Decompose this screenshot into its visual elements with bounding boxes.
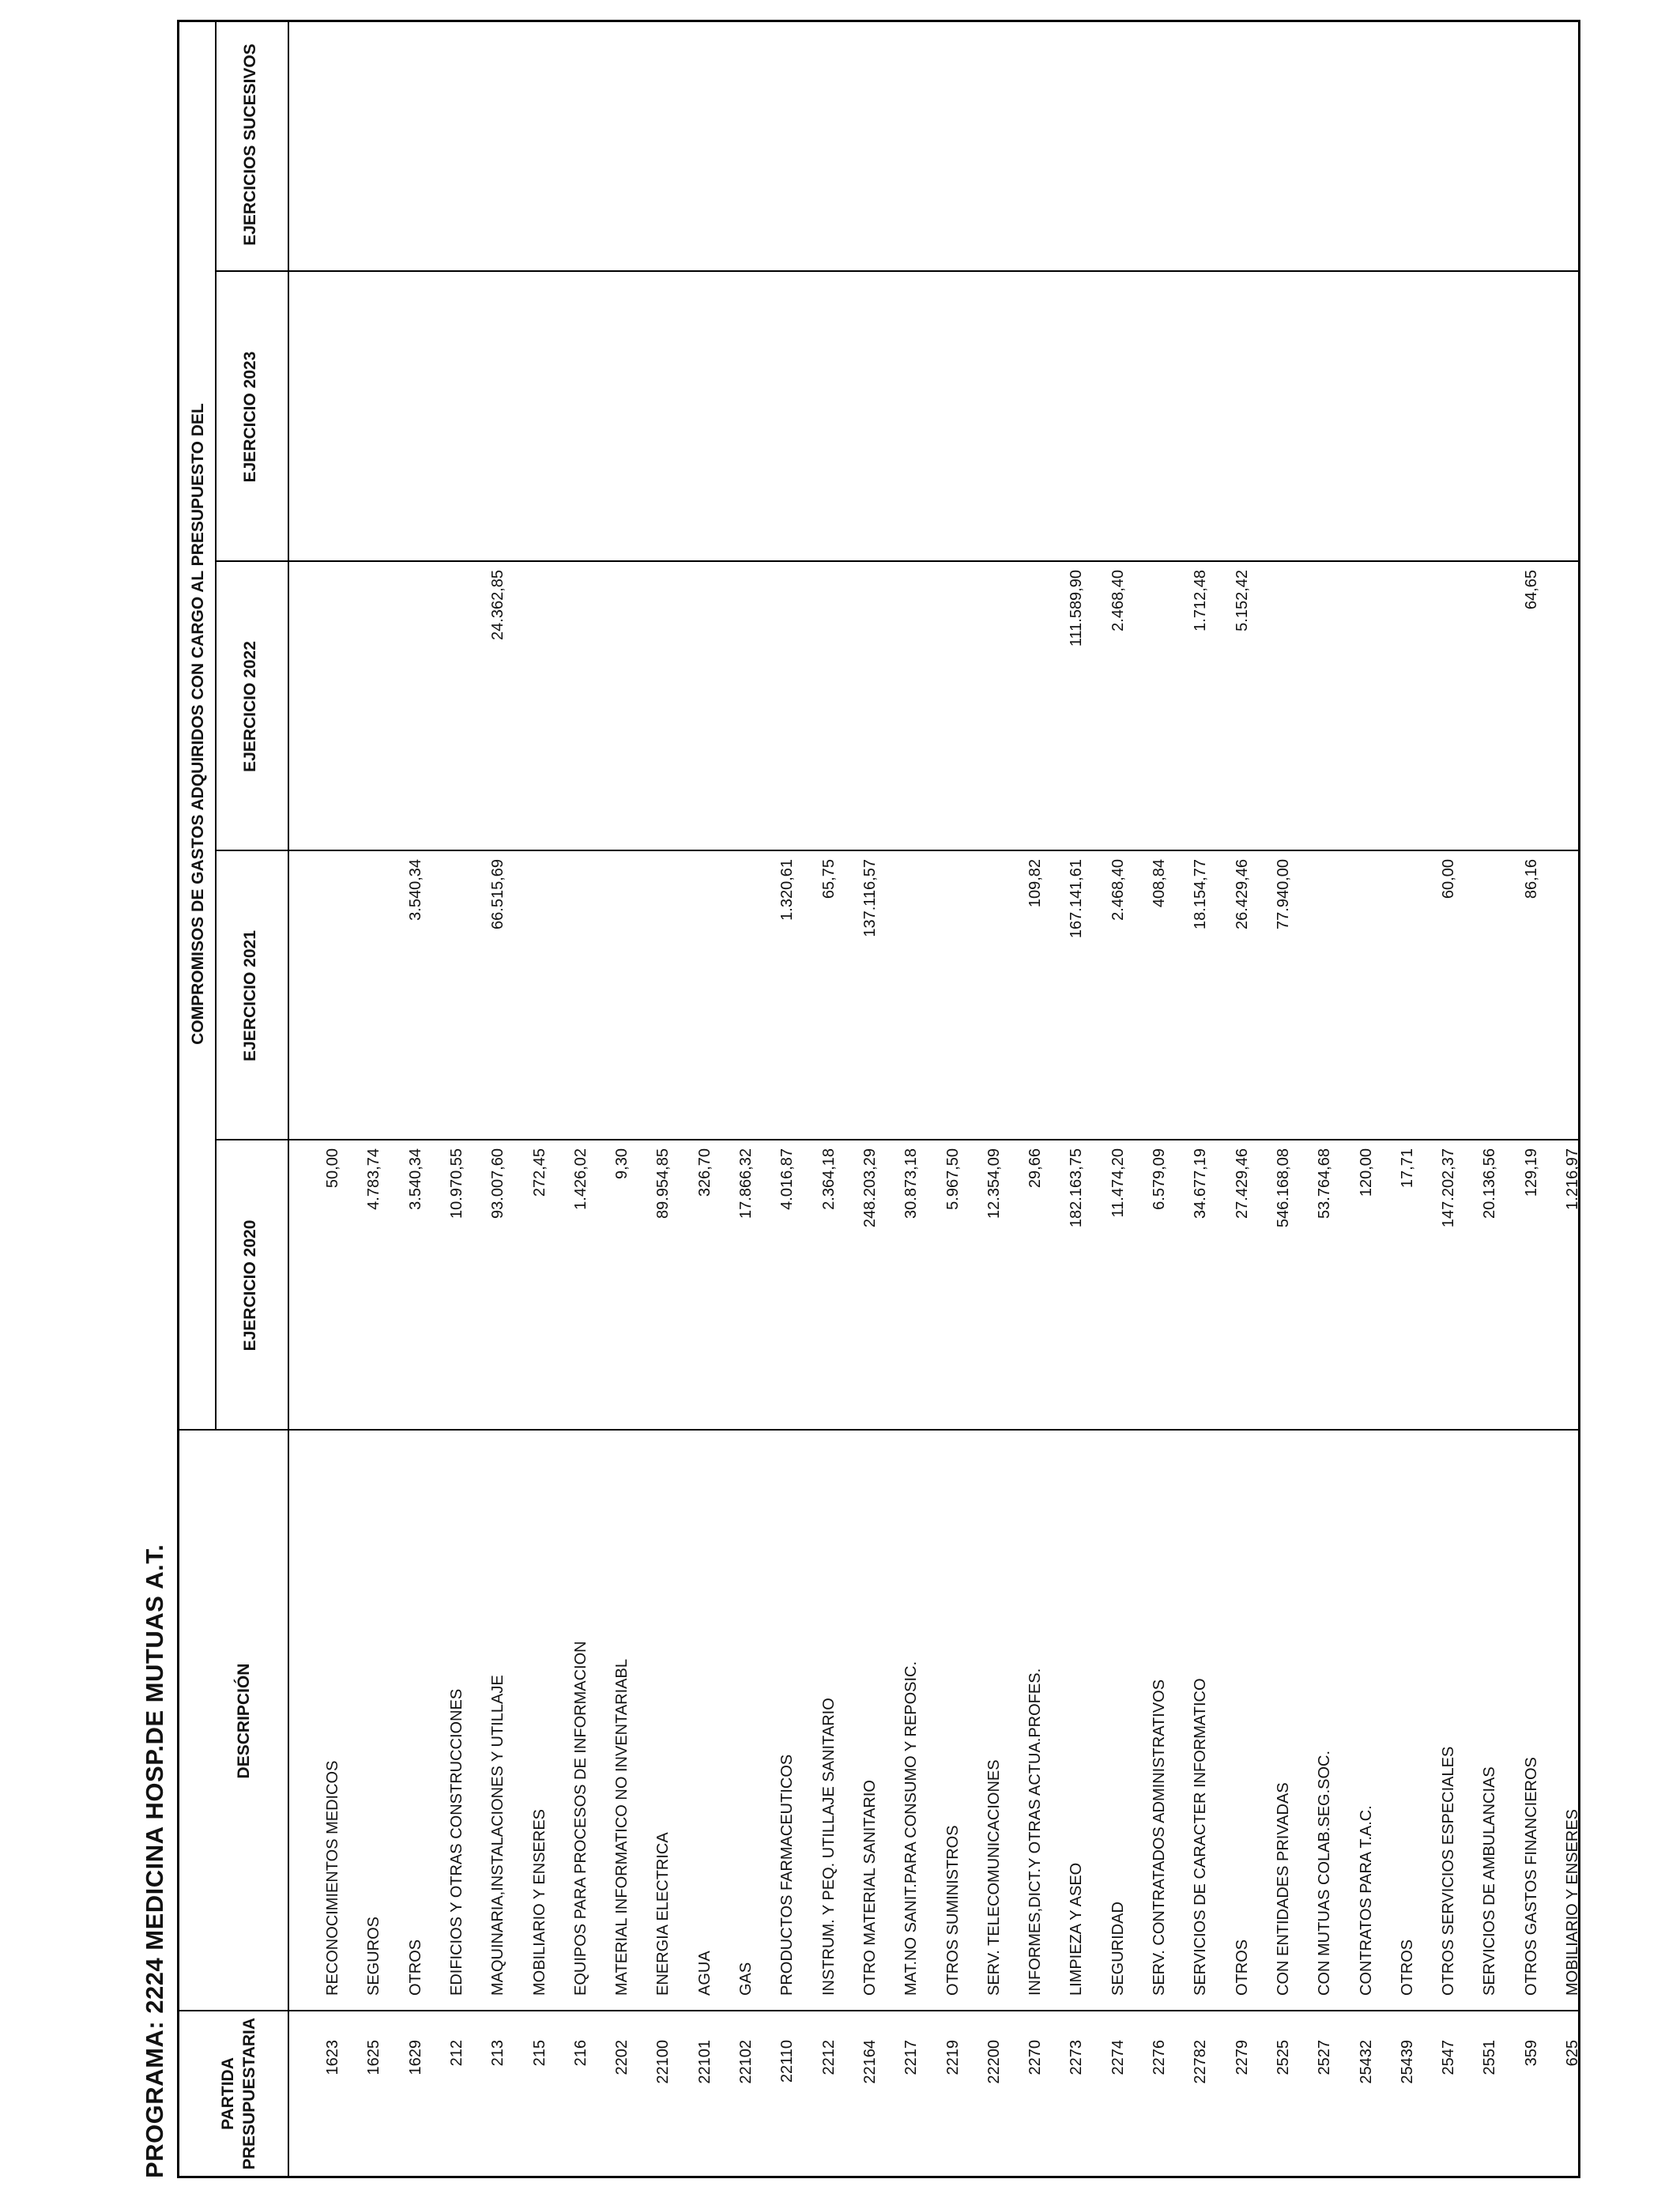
cell-2020: 2.364,18 bbox=[819, 1148, 838, 1210]
cell-descripcion: GAS bbox=[737, 1962, 755, 1996]
cell-partida: 22782 bbox=[1192, 2040, 1210, 2084]
cell-2023 bbox=[767, 280, 808, 562]
cell-2021: 167.141,61 bbox=[1068, 859, 1086, 939]
cell-2023 bbox=[1346, 280, 1387, 562]
table-row bbox=[1511, 17, 1552, 2176]
cell-2020: 93.007,60 bbox=[489, 1148, 507, 1219]
cell-2021: 137.116,57 bbox=[861, 859, 879, 937]
cell-2021: 60,00 bbox=[1440, 859, 1458, 899]
cell-partida: 25439 bbox=[1398, 2040, 1416, 2084]
cell-partida: 2270 bbox=[1026, 2040, 1045, 2075]
cell-2021: 66.515,69 bbox=[489, 859, 507, 929]
cell-2021 bbox=[436, 859, 477, 1140]
cell-2023 bbox=[1056, 280, 1097, 562]
cell-2020: 11.474,20 bbox=[1109, 1148, 1127, 1218]
cell-sucesivos bbox=[932, 25, 974, 272]
table-row bbox=[1180, 17, 1221, 2176]
cell-2020: 50,00 bbox=[324, 1148, 341, 1189]
cell-sucesivos bbox=[560, 25, 601, 272]
cell-2020: 5.967,50 bbox=[944, 1148, 962, 1210]
cell-partida: 22200 bbox=[985, 2040, 1003, 2084]
cell-2022: 64,65 bbox=[1522, 570, 1540, 610]
cell-2022 bbox=[436, 570, 477, 851]
cell-2022 bbox=[1552, 570, 1593, 851]
table-row bbox=[1015, 17, 1056, 2176]
cell-2021 bbox=[684, 859, 725, 1140]
cell-2021 bbox=[1304, 859, 1345, 1140]
cell-sucesivos bbox=[312, 25, 353, 272]
cell-2020: 53.764,68 bbox=[1316, 1148, 1334, 1219]
cell-descripcion: MAT.NO SANIT.PARA CONSUMO Y REPOSIC. bbox=[902, 1661, 921, 1996]
cell-descripcion: MOBILIARIO Y ENSERES bbox=[1564, 1808, 1581, 1996]
cell-2021 bbox=[519, 859, 560, 1140]
cell-2021 bbox=[725, 859, 767, 1140]
table-row bbox=[1428, 17, 1469, 2176]
cell-2021: 2.468,40 bbox=[1109, 859, 1127, 921]
cell-2020: 27.429,46 bbox=[1233, 1148, 1251, 1219]
cell-partida: 22100 bbox=[654, 2040, 672, 2084]
cell-2021: 408,84 bbox=[1151, 859, 1168, 908]
cell-2022 bbox=[1428, 570, 1469, 851]
table-row bbox=[436, 17, 477, 2176]
cell-2020: 129,19 bbox=[1522, 1148, 1540, 1197]
cell-descripcion: OTROS GASTOS FINANCIEROS bbox=[1522, 1757, 1540, 1996]
header-group: COMPROMISOS DE GASTOS ADQUIRIDOS CON CARGO AL PRESUPUESTO DEL bbox=[189, 403, 207, 1045]
cell-2020: 17.866,32 bbox=[737, 1148, 755, 1219]
cell-partida: 25432 bbox=[1357, 2040, 1375, 2084]
cell-2021: 1.320,61 bbox=[778, 859, 797, 921]
cell-2021 bbox=[1346, 859, 1387, 1140]
cell-2022 bbox=[1263, 570, 1304, 851]
table-row bbox=[684, 17, 725, 2176]
cell-2022 bbox=[1387, 570, 1428, 851]
cell-sucesivos bbox=[1222, 25, 1263, 272]
cell-2023 bbox=[1511, 280, 1552, 562]
cell-partida: 2219 bbox=[944, 2040, 962, 2075]
cell-2023 bbox=[560, 280, 601, 562]
table-row bbox=[601, 17, 642, 2176]
cell-2023 bbox=[1015, 280, 1056, 562]
cell-2023 bbox=[1469, 280, 1510, 562]
table-row bbox=[642, 17, 684, 2176]
cell-2020: 30.873,18 bbox=[902, 1148, 921, 1219]
cell-2023 bbox=[519, 280, 560, 562]
header-sucesivos: EJERCICIOS SUCESIVOS bbox=[241, 43, 259, 246]
cell-2020: 272,45 bbox=[530, 1148, 548, 1197]
cell-2023 bbox=[974, 280, 1015, 562]
cell-partida: 22101 bbox=[695, 2040, 714, 2084]
table-row bbox=[395, 17, 436, 2176]
cell-2021 bbox=[642, 859, 684, 1140]
cell-2021: 26.429,46 bbox=[1233, 859, 1251, 929]
cell-partida: 2276 bbox=[1151, 2040, 1168, 2075]
cell-sucesivos bbox=[725, 25, 767, 272]
cell-2021: 18.154,77 bbox=[1192, 859, 1210, 929]
cell-sucesivos bbox=[1387, 25, 1428, 272]
cell-descripcion: INFORMES,DICT.Y OTRAS ACTUA.PROFES. bbox=[1026, 1668, 1045, 1996]
cell-descripcion: MAQUINARIA,INSTALACIONES Y UTILLAJE bbox=[489, 1675, 507, 1996]
table-row bbox=[1387, 17, 1428, 2176]
cell-2020: 147.202,37 bbox=[1440, 1148, 1458, 1228]
cell-descripcion: PRODUCTOS FARMACEUTICOS bbox=[778, 1754, 797, 1996]
cell-2022 bbox=[560, 570, 601, 851]
cell-descripcion: OTROS SERVICIOS ESPECIALES bbox=[1440, 1746, 1458, 1996]
cell-sucesivos bbox=[974, 25, 1015, 272]
cell-partida: 213 bbox=[489, 2040, 507, 2067]
cell-sucesivos bbox=[1180, 25, 1221, 272]
cell-2022 bbox=[353, 570, 394, 851]
cell-2020: 326,70 bbox=[695, 1148, 714, 1197]
cell-2023 bbox=[932, 280, 974, 562]
cell-2021 bbox=[1387, 859, 1428, 1140]
cell-2022: 111.589,90 bbox=[1068, 570, 1086, 647]
cell-partida: 22102 bbox=[737, 2040, 755, 2084]
cell-2020: 1.216,97 bbox=[1564, 1148, 1581, 1210]
cell-sucesivos bbox=[1098, 25, 1139, 272]
cell-sucesivos bbox=[395, 25, 436, 272]
cell-2022 bbox=[725, 570, 767, 851]
cell-sucesivos bbox=[1346, 25, 1387, 272]
cell-2020: 12.354,09 bbox=[985, 1148, 1003, 1219]
cell-2022 bbox=[601, 570, 642, 851]
cell-2020: 89.954,85 bbox=[654, 1148, 672, 1219]
cell-2020: 4.783,74 bbox=[365, 1148, 383, 1210]
header-2020: EJERCICIO 2020 bbox=[241, 1220, 259, 1351]
cell-2022: 1.712,48 bbox=[1192, 570, 1210, 631]
cell-2023 bbox=[1428, 280, 1469, 562]
cell-descripcion: EDIFICIOS Y OTRAS CONSTRUCCIONES bbox=[447, 1688, 465, 1996]
cell-2021: 77.940,00 bbox=[1274, 859, 1292, 929]
cell-descripcion: OTROS SUMINISTROS bbox=[944, 1825, 962, 1996]
cell-2022 bbox=[1304, 570, 1345, 851]
cell-2022 bbox=[395, 570, 436, 851]
cell-2020: 29,66 bbox=[1026, 1148, 1045, 1189]
table-row bbox=[932, 17, 974, 2176]
cell-sucesivos bbox=[808, 25, 849, 272]
cell-2021 bbox=[1469, 859, 1510, 1140]
cell-partida: 2217 bbox=[902, 2040, 921, 2075]
cell-descripcion: AGUA bbox=[695, 1951, 714, 1996]
cell-partida: 212 bbox=[447, 2040, 465, 2067]
cell-2020: 10.970,55 bbox=[447, 1148, 465, 1219]
cell-sucesivos bbox=[767, 25, 808, 272]
cell-2022 bbox=[1346, 570, 1387, 851]
cell-2023 bbox=[477, 280, 518, 562]
header-divider bbox=[215, 22, 217, 1431]
header-descripcion: DESCRIPCIÓN bbox=[235, 1663, 253, 1779]
cell-2022 bbox=[519, 570, 560, 851]
cell-sucesivos bbox=[477, 25, 518, 272]
cell-2023 bbox=[642, 280, 684, 562]
cell-descripcion: CON MUTUAS COLAB.SEG.SOC. bbox=[1316, 1750, 1334, 1996]
cell-2020: 1.426,02 bbox=[571, 1148, 590, 1210]
header-2021: EJERCICIO 2021 bbox=[241, 930, 259, 1061]
cell-2021: 3.540,34 bbox=[406, 859, 424, 921]
table-row bbox=[1304, 17, 1345, 2176]
cell-2023 bbox=[1180, 280, 1221, 562]
cell-2021 bbox=[974, 859, 1015, 1140]
cell-2022: 2.468,40 bbox=[1109, 570, 1127, 631]
cell-2023 bbox=[353, 280, 394, 562]
cell-2021 bbox=[560, 859, 601, 1140]
cell-2023 bbox=[1222, 280, 1263, 562]
header-2022: EJERCICIO 2022 bbox=[241, 641, 259, 772]
cell-2023 bbox=[1387, 280, 1428, 562]
table-row bbox=[1222, 17, 1263, 2176]
cell-descripcion: ENERGIA ELECTRICA bbox=[654, 1832, 672, 1996]
cell-2021: 109,82 bbox=[1026, 859, 1045, 908]
cell-partida: 1623 bbox=[324, 2040, 341, 2075]
cell-descripcion: OTRO MATERIAL SANITARIO bbox=[861, 1780, 879, 1996]
cell-sucesivos bbox=[1139, 25, 1180, 272]
cell-descripcion: RECONOCIMIENTOS MEDICOS bbox=[324, 1760, 341, 1996]
cell-partida: 2527 bbox=[1316, 2040, 1334, 2075]
table-row bbox=[1098, 17, 1139, 2176]
cell-2022 bbox=[1139, 570, 1180, 851]
header-divider bbox=[288, 22, 289, 2176]
cell-descripcion: SERVICIOS DE CARACTER INFORMATICO bbox=[1192, 1678, 1210, 1996]
cell-partida: 2274 bbox=[1109, 2040, 1127, 2075]
table-row bbox=[560, 17, 601, 2176]
cell-2022 bbox=[642, 570, 684, 851]
cell-2023 bbox=[312, 280, 353, 562]
cell-2022 bbox=[974, 570, 1015, 851]
table-row bbox=[808, 17, 849, 2176]
cell-2023 bbox=[1098, 280, 1139, 562]
cell-2023 bbox=[1139, 280, 1180, 562]
cell-2020: 34.677,19 bbox=[1192, 1148, 1210, 1219]
cell-sucesivos bbox=[353, 25, 394, 272]
table-row bbox=[891, 17, 932, 2176]
cell-partida: 2547 bbox=[1440, 2040, 1458, 2075]
cell-descripcion: OTROS bbox=[1233, 1939, 1251, 1996]
table-row bbox=[767, 17, 808, 2176]
cell-2020: 20.136,56 bbox=[1481, 1148, 1499, 1219]
cell-2023 bbox=[1263, 280, 1304, 562]
cell-2021 bbox=[1552, 859, 1593, 1140]
cell-descripcion: MOBILIARIO Y ENSERES bbox=[530, 1808, 548, 1996]
cell-sucesivos bbox=[849, 25, 891, 272]
table-row bbox=[725, 17, 767, 2176]
cell-sucesivos bbox=[1056, 25, 1097, 272]
cell-sucesivos bbox=[1469, 25, 1510, 272]
cell-2022 bbox=[1469, 570, 1510, 851]
cell-sucesivos bbox=[1428, 25, 1469, 272]
cell-partida: 2202 bbox=[613, 2040, 631, 2075]
table-row bbox=[1263, 17, 1304, 2176]
cell-partida: 215 bbox=[530, 2040, 548, 2067]
cell-2023 bbox=[395, 280, 436, 562]
cell-2020: 120,00 bbox=[1357, 1148, 1375, 1197]
cell-2022: 5.152,42 bbox=[1233, 570, 1251, 631]
cell-2023 bbox=[808, 280, 849, 562]
cell-2020: 182.163,75 bbox=[1068, 1148, 1086, 1228]
cell-2021 bbox=[891, 859, 932, 1140]
cell-descripcion: INSTRUM. Y PEQ. UTILLAJE SANITARIO bbox=[819, 1698, 838, 1996]
budget-table bbox=[177, 20, 1580, 2178]
cell-2020: 4.016,87 bbox=[778, 1148, 797, 1210]
cell-partida: 1625 bbox=[365, 2040, 383, 2075]
cell-2022 bbox=[684, 570, 725, 851]
cell-sucesivos bbox=[519, 25, 560, 272]
cell-descripcion: OTROS bbox=[406, 1939, 424, 1996]
cell-partida: 22110 bbox=[778, 2040, 797, 2083]
cell-2021 bbox=[601, 859, 642, 1140]
cell-2020: 546.168,08 bbox=[1274, 1148, 1292, 1228]
cell-sucesivos bbox=[891, 25, 932, 272]
cell-descripcion: SEGURIDAD bbox=[1109, 1902, 1127, 1996]
cell-2020: 9,30 bbox=[613, 1148, 631, 1179]
cell-partida: 22164 bbox=[861, 2040, 879, 2084]
cell-2023 bbox=[725, 280, 767, 562]
cell-2021 bbox=[353, 859, 394, 1140]
cell-2021: 86,16 bbox=[1522, 859, 1540, 899]
cell-2022 bbox=[891, 570, 932, 851]
table-row bbox=[849, 17, 891, 2176]
cell-sucesivos bbox=[1552, 25, 1593, 272]
table-row bbox=[1552, 17, 1593, 2176]
cell-descripcion: SERV. CONTRATADOS ADMINISTRATIVOS bbox=[1151, 1679, 1168, 1996]
cell-2020: 6.579,09 bbox=[1151, 1148, 1168, 1210]
page-title: PROGRAMA: 2224 MEDICINA HOSP.DE MUTUAS A.T. bbox=[141, 1544, 168, 2178]
cell-2023 bbox=[436, 280, 477, 562]
cell-2022 bbox=[767, 570, 808, 851]
cell-descripcion: SERV. TELECOMUNICACIONES bbox=[985, 1759, 1003, 1996]
table-row bbox=[1346, 17, 1387, 2176]
cell-sucesivos bbox=[684, 25, 725, 272]
table-row bbox=[1056, 17, 1097, 2176]
cell-descripcion: LIMPIEZA Y ASEO bbox=[1068, 1862, 1086, 1996]
cell-partida: 2212 bbox=[819, 2040, 838, 2075]
cell-sucesivos bbox=[1511, 25, 1552, 272]
cell-partida: 359 bbox=[1522, 2040, 1540, 2067]
cell-2020: 3.540,34 bbox=[406, 1148, 424, 1210]
cell-partida: 216 bbox=[571, 2040, 590, 2067]
cell-2022 bbox=[312, 570, 353, 851]
header-2023: EJERCICIO 2023 bbox=[241, 351, 259, 483]
cell-sucesivos bbox=[642, 25, 684, 272]
cell-partida: 2551 bbox=[1481, 2040, 1499, 2075]
cell-2020: 248.203,29 bbox=[861, 1148, 879, 1228]
cell-2023 bbox=[601, 280, 642, 562]
cell-2022 bbox=[808, 570, 849, 851]
cell-descripcion: CON ENTIDADES PRIVADAS bbox=[1274, 1782, 1292, 1996]
cell-sucesivos bbox=[1304, 25, 1345, 272]
cell-2022: 24.362,85 bbox=[489, 570, 507, 640]
cell-descripcion: CONTRATOS PARA T.A.C. bbox=[1357, 1805, 1375, 1996]
cell-2023 bbox=[849, 280, 891, 562]
header-partida: PARTIDA PRESUPUESTARIA bbox=[219, 2017, 258, 2170]
cell-2023 bbox=[891, 280, 932, 562]
table-row bbox=[312, 17, 353, 2176]
cell-2020: 17,71 bbox=[1398, 1148, 1416, 1189]
cell-2023 bbox=[684, 280, 725, 562]
cell-2022 bbox=[849, 570, 891, 851]
cell-partida: 2525 bbox=[1274, 2040, 1292, 2075]
cell-partida: 1629 bbox=[406, 2040, 424, 2075]
table-row bbox=[974, 17, 1015, 2176]
cell-2023 bbox=[1552, 280, 1593, 562]
table-row bbox=[1139, 17, 1180, 2176]
cell-descripcion: SEGUROS bbox=[365, 1916, 383, 1996]
cell-2023 bbox=[1304, 280, 1345, 562]
cell-sucesivos bbox=[1015, 25, 1056, 272]
cell-partida: 625 bbox=[1564, 2040, 1581, 2067]
cell-sucesivos bbox=[1263, 25, 1304, 272]
cell-descripcion: OTROS bbox=[1398, 1939, 1416, 1996]
cell-sucesivos bbox=[436, 25, 477, 272]
cell-2021: 65,75 bbox=[819, 859, 838, 899]
table-row bbox=[1469, 17, 1510, 2176]
cell-2021 bbox=[932, 859, 974, 1140]
cell-2022 bbox=[1015, 570, 1056, 851]
cell-descripcion: SERVICIOS DE AMBULANCIAS bbox=[1481, 1766, 1499, 1996]
cell-partida: 2273 bbox=[1068, 2040, 1086, 2075]
cell-sucesivos bbox=[601, 25, 642, 272]
cell-descripcion: EQUIPOS PARA PROCESOS DE INFORMACION bbox=[571, 1641, 590, 1996]
table-row bbox=[477, 17, 518, 2176]
table-row bbox=[519, 17, 560, 2176]
table-row bbox=[353, 17, 394, 2176]
cell-descripcion: MATERIAL INFORMATICO NO INVENTARIABL bbox=[613, 1659, 631, 1996]
cell-2021 bbox=[312, 859, 353, 1140]
cell-2022 bbox=[932, 570, 974, 851]
cell-partida: 2279 bbox=[1233, 2040, 1251, 2075]
